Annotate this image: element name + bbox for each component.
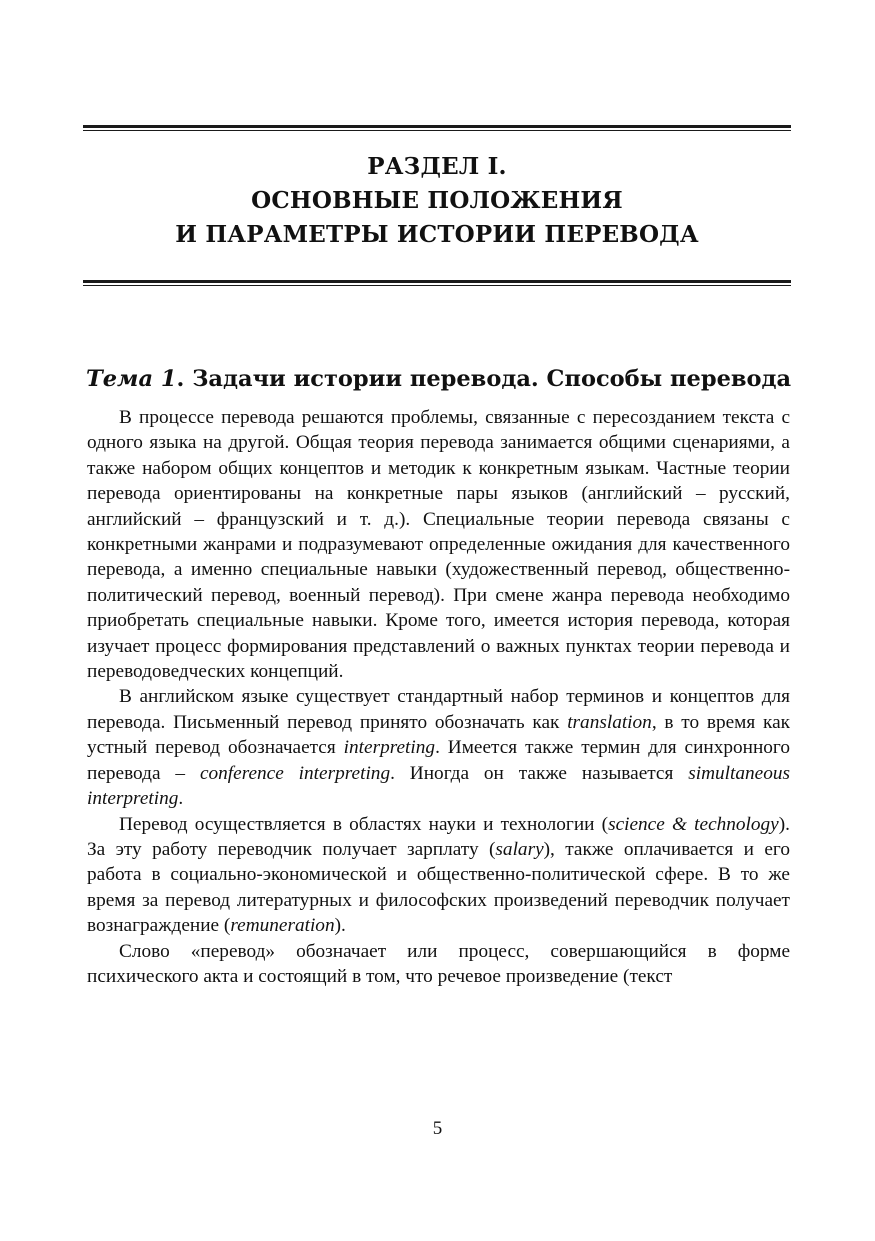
paragraph-text: . (178, 788, 184, 810)
italic-term: remuneration (230, 915, 335, 937)
paragraph-3 (87, 812, 790, 939)
body-text (87, 405, 790, 989)
paragraph-text: ). За эту работу переводчик получает зарплату ( (87, 813, 790, 860)
paragraph-1 (87, 405, 790, 684)
paragraph-4 (87, 939, 790, 990)
section-heading-line-3: И ПАРАМЕТРЫ ИСТОРИИ ПЕРЕВОДА (175, 221, 699, 248)
page-number: 5 (432, 1118, 443, 1139)
paragraph-2 (87, 684, 790, 811)
paragraph-text: , в то время как устный перевод обозначается (87, 711, 790, 759)
topic-title (86, 363, 791, 395)
italic-term: simultaneous interpreting (87, 762, 791, 810)
paragraph-text: Слово «перевод» обозначает или процесс, совершающийся в форме психического акта и состоящий в том, что речевое произведение (текст (87, 940, 790, 987)
italic-term: science & technology (608, 813, 779, 835)
italic-term: interpreting (343, 737, 436, 759)
italic-term: translation (567, 711, 652, 733)
bottom-double-rule (83, 280, 791, 286)
paragraph-text: В процессе перевода решаются проблемы, связанные с пересоздaнием текста с одного языка на другой. Общая теория перевода занимается общими сценариями, а также набором общих концептов и методик к конкретным языкам. Частные теории перевода ориентированы на конкретные пары языков (английский – русский, английский – французский и т. д.). Специальные теории перевода связаны с конкретными жанрами и подразумевают определенные ожидания для качественного перевода, а именно специальные навыки (художественный перевод, общественно-политический перевод, военный перевод). При смене жанра перевода необходимо приобретать специальные навыки. Кроме того, имеется история перевода, которая изучает процесс формирования представлений о важных пунктах теории перевода и переводоведческих концепций. (87, 407, 790, 683)
paragraph-text: ). (334, 915, 346, 937)
section-heading-line-1: РАЗДЕЛ I. (367, 153, 507, 180)
paragraph-text: В английском языке существует стандартный набор терминов и концептов для перевода. Письменный перевод принято обозначать как (87, 686, 790, 733)
paragraph-text: . Иногда он также называется (390, 762, 689, 784)
topic-title-text: . Задачи истории перевода. Способы перевода (176, 366, 792, 392)
italic-term: salary (495, 838, 544, 860)
paragraph-text: Перевод осуществляется в областях науки и технологии ( (119, 813, 609, 835)
topic-title-prefix: Тема 1 (86, 366, 177, 392)
paragraph-text: . Имеется также термин для синхронного перевода – (87, 737, 790, 784)
section-heading-line-2: ОСНОВНЫЕ ПОЛОЖЕНИЯ (251, 187, 623, 214)
paragraph-text: ), также оплачивается и его работа в социально-экономической и общественно-политической сфере. В то же время за перевод литературных и философских произведений переводчик получает вознаграждение ( (87, 838, 791, 937)
italic-term: conference interpreting (199, 762, 391, 784)
section-heading (83, 150, 791, 252)
top-double-rule (83, 125, 791, 131)
